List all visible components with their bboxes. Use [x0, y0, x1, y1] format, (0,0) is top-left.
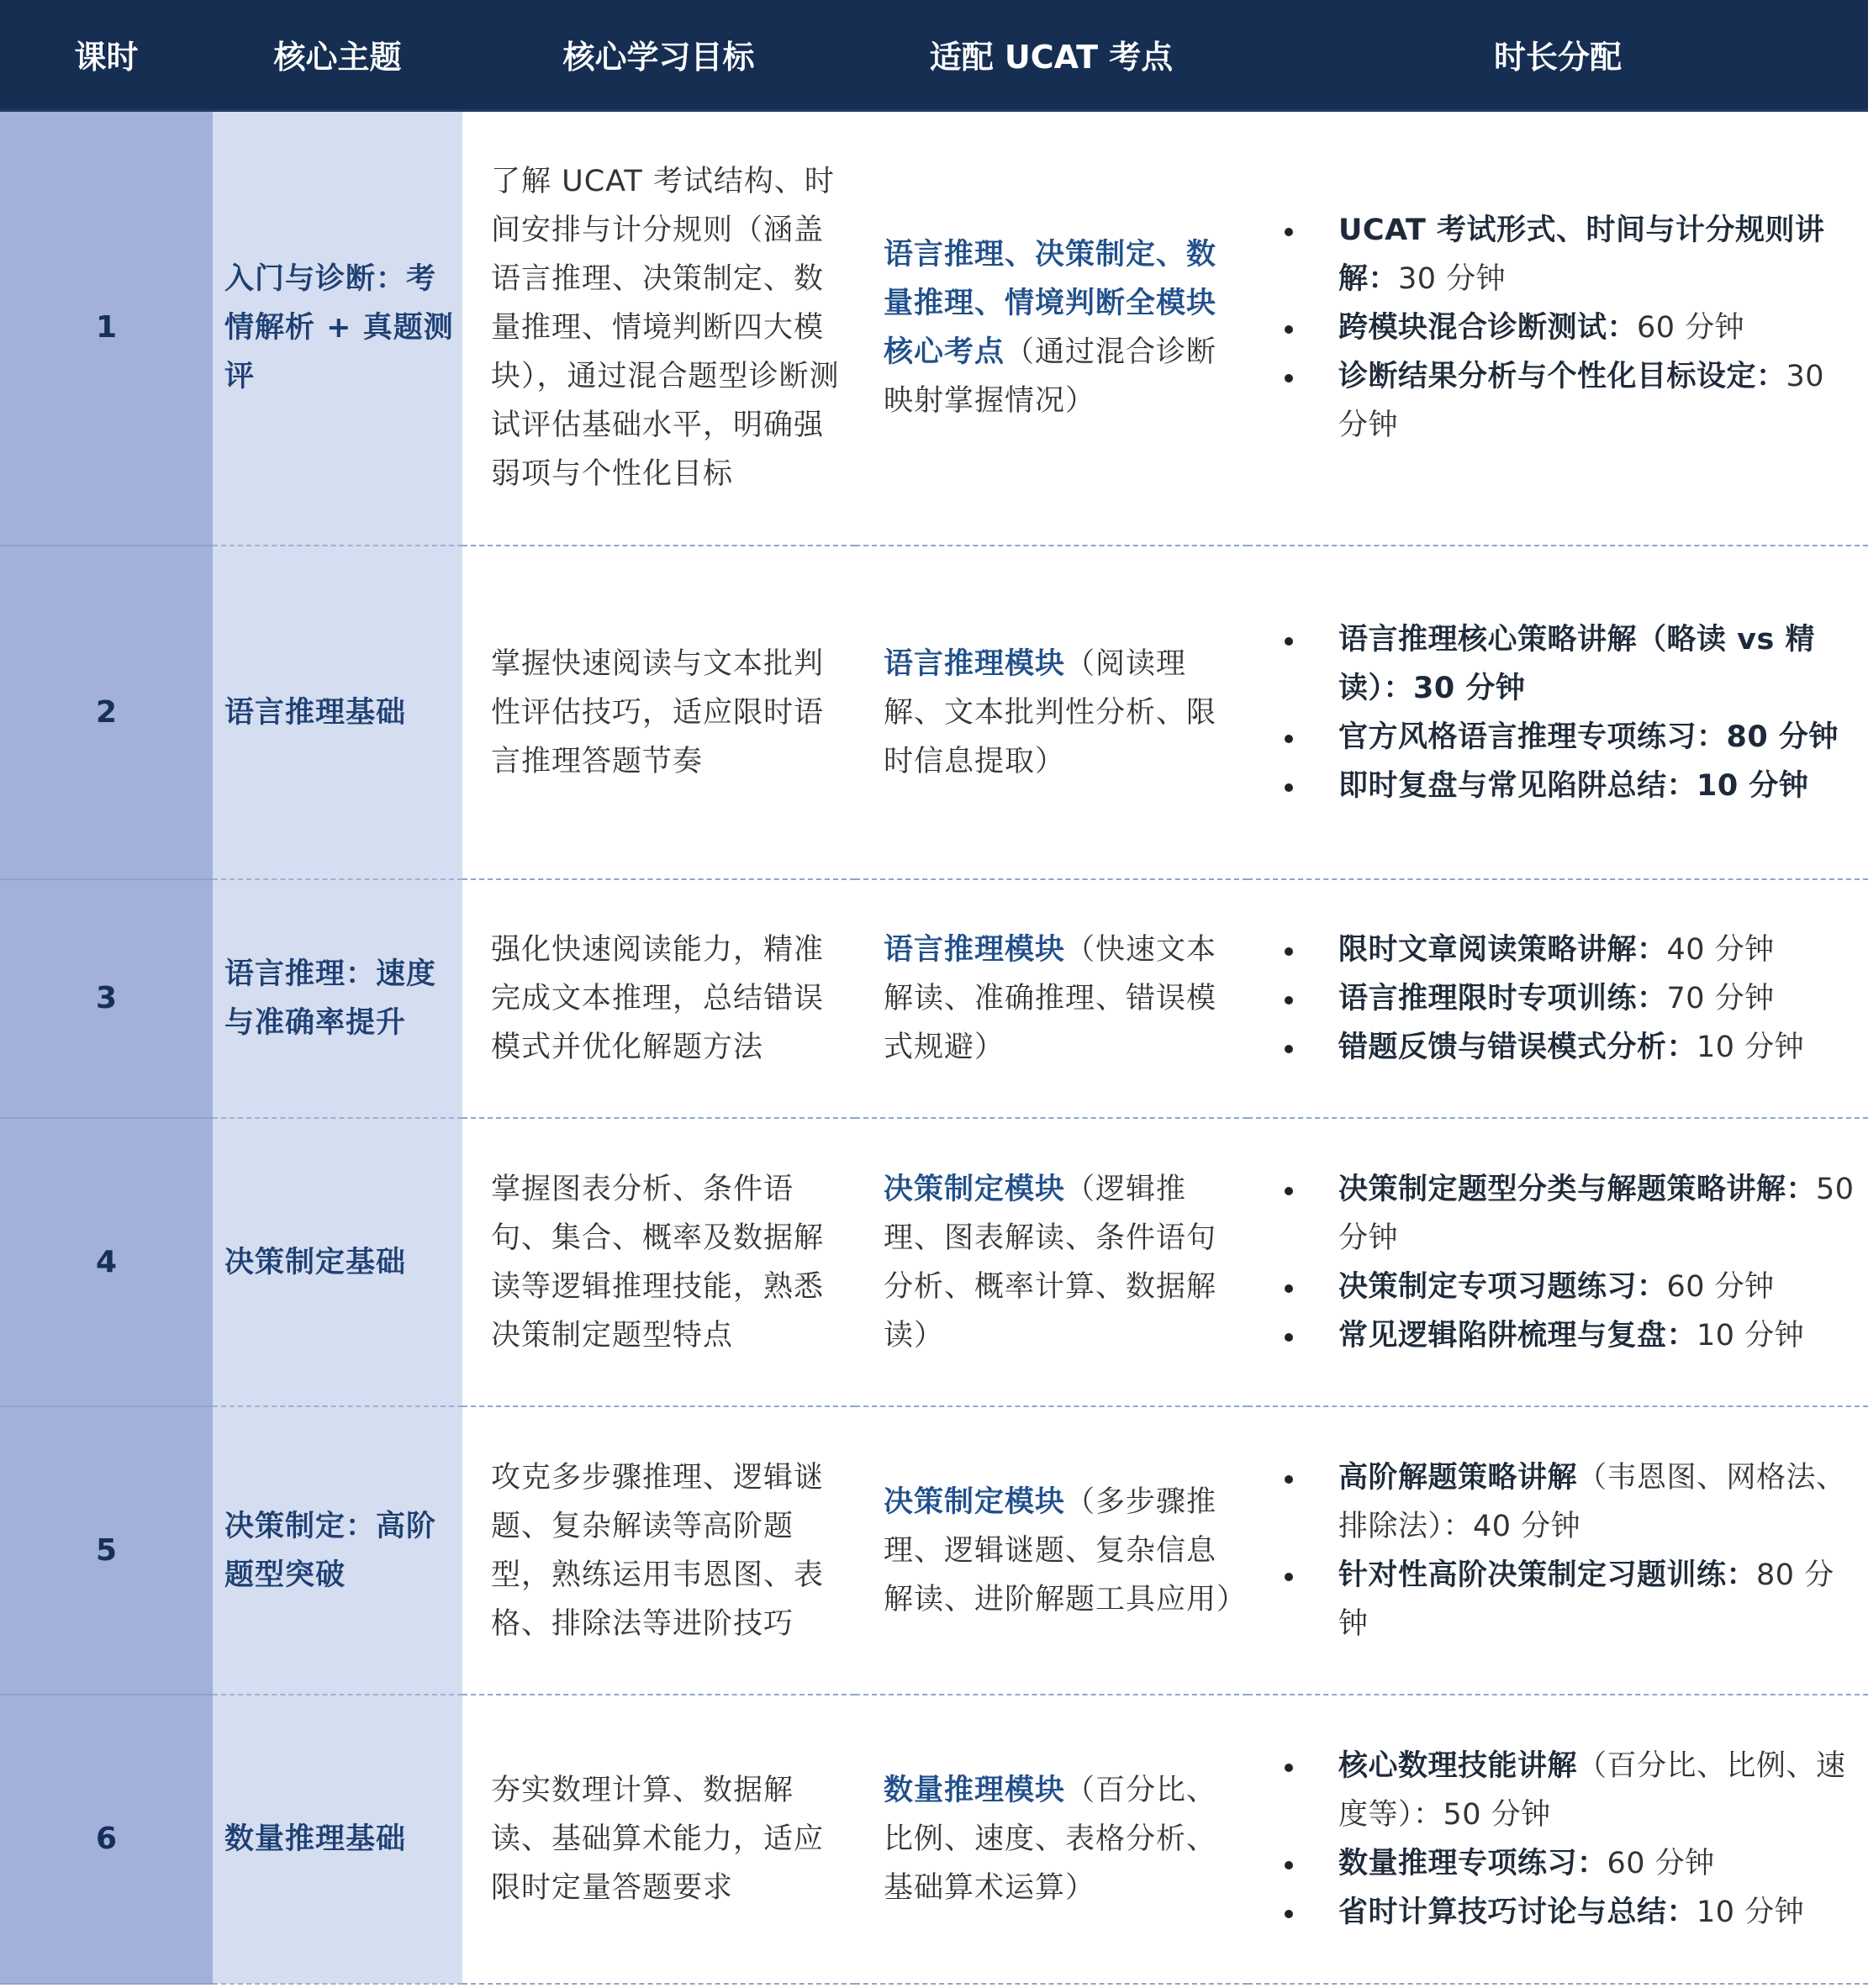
time-item-value: 60 分钟: [1607, 1847, 1715, 1880]
list-item: [1283, 1023, 1860, 1072]
list-item: [1283, 1888, 1860, 1937]
time-item-value: 10 分钟: [1697, 768, 1809, 803]
time-item-label: 语言推理限时专项训练：: [1338, 982, 1667, 1015]
ucat-point-detail: （快速文本解读、准确推理、错误模式规避）: [884, 933, 1217, 1064]
time-item-label: 官方风格语言推理专项练习：: [1338, 720, 1727, 754]
ucat-point-highlight: 决策制定模块: [884, 1172, 1066, 1206]
time-item-value: 10 分钟: [1697, 1896, 1805, 1929]
header-lesson: 课时: [0, 0, 213, 110]
time-allocation-list: [1283, 1453, 1860, 1648]
table-row: [0, 546, 1868, 879]
time-allocation-list: [1283, 1165, 1860, 1360]
ucat-point-detail: （百分比、比例、速度、表格分析、基础算术运算）: [884, 1774, 1217, 1905]
lesson-goal: 强化快速阅读能力，精准完成文本推理，总结错误模式并优化解题方法: [462, 879, 855, 1118]
time-item-value: 50 分钟: [1338, 1172, 1855, 1255]
time-item-value: 30 分钟: [1398, 262, 1507, 297]
time-item-value: 70 分钟: [1666, 982, 1775, 1015]
ucat-point-highlight: 语言推理模块: [884, 646, 1066, 681]
time-allocation-list: [1283, 615, 1860, 810]
ucat-point: [855, 546, 1248, 879]
list-item: [1283, 615, 1860, 713]
time-item-value: （百分比、比例、速度等）：50 分钟: [1338, 1749, 1846, 1832]
list-item: [1283, 1839, 1860, 1888]
list-item: [1283, 1165, 1860, 1263]
time-allocation-list: [1283, 925, 1860, 1072]
time-allocation: [1248, 879, 1868, 1118]
time-item-label: 高阶解题策略讲解: [1338, 1460, 1578, 1495]
time-item-label: 限时文章阅读策略讲解：: [1338, 933, 1667, 967]
list-item: [1283, 1453, 1860, 1551]
time-item-label: 决策制定题型分类与解题策略讲解：: [1338, 1172, 1817, 1206]
time-item-label: 决策制定专项习题练习：: [1338, 1269, 1667, 1304]
list-item: [1283, 206, 1860, 303]
table-row: [0, 1695, 1868, 1984]
ucat-point-highlight: 语言推理、决策制定、数量推理、情境判断全模块核心考点: [884, 238, 1217, 370]
lesson-number: 3: [0, 879, 213, 1118]
time-item-value: （韦恩图、网格法、排除法）：40 分钟: [1338, 1460, 1846, 1543]
lesson-number: 1: [0, 110, 213, 546]
lesson-number: 2: [0, 546, 213, 879]
lesson-goal: 夯实数理计算、数据解读、基础算术能力，适应限时定量答题要求: [462, 1695, 855, 1984]
lesson-number: 6: [0, 1695, 213, 1984]
list-item: [1283, 1263, 1860, 1311]
ucat-point: [855, 1406, 1248, 1695]
list-item: [1283, 1551, 1860, 1648]
list-item: [1283, 352, 1860, 450]
ucat-point-detail: （阅读理解、文本批判性分析、限时信息提取）: [884, 646, 1217, 778]
table-row: [0, 110, 1868, 546]
list-item: [1283, 1311, 1860, 1360]
list-item: [1283, 1742, 1860, 1839]
table-row: [0, 1118, 1868, 1406]
ucat-point-detail: （逻辑推理、图表解读、条件语句分析、概率计算、数据解读）: [884, 1172, 1217, 1353]
time-item-value: 30 分钟: [1338, 360, 1825, 443]
ucat-point-highlight: 语言推理模块: [884, 933, 1066, 967]
time-item-label: 核心数理技能讲解: [1338, 1749, 1578, 1783]
header-topic: 核心主题: [213, 0, 462, 110]
time-item-label: 即时复盘与常见陷阱总结：: [1338, 768, 1697, 803]
time-item-label: 针对性高阶决策制定习题训练：: [1338, 1558, 1757, 1592]
lesson-topic: 决策制定基础: [213, 1118, 462, 1406]
list-item: [1283, 303, 1860, 352]
ucat-point: [855, 1695, 1248, 1984]
ucat-point-detail: （多步骤推理、逻辑谜题、复杂信息解读、进阶解题工具应用）: [884, 1484, 1248, 1616]
lesson-number: 5: [0, 1406, 213, 1695]
list-item: [1283, 762, 1860, 810]
lesson-topic: 决策制定：高阶题型突破: [213, 1406, 462, 1695]
time-item-value: 10 分钟: [1697, 1318, 1805, 1353]
time-allocation: [1248, 1695, 1868, 1984]
table-row: [0, 1406, 1868, 1695]
time-item-value: 80 分钟: [1338, 1558, 1834, 1641]
time-item-label: 错题反馈与错误模式分析：: [1338, 1031, 1697, 1064]
lesson-goal: 攻克多步骤推理、逻辑谜题、复杂解读等高阶题型，熟练运用韦恩图、表格、排除法等进阶技巧: [462, 1406, 855, 1695]
time-item-label: 数量推理专项练习：: [1338, 1847, 1607, 1880]
ucat-point: [855, 110, 1248, 546]
time-allocation: [1248, 110, 1868, 546]
time-item-label: 诊断结果分析与个性化目标设定：: [1338, 360, 1786, 394]
lesson-goal: 掌握快速阅读与文本批判性评估技巧，适应限时语言推理答题节奏: [462, 546, 855, 879]
ucat-point-highlight: 数量推理模块: [884, 1774, 1066, 1807]
list-item: [1283, 713, 1860, 762]
header-goal: 核心学习目标: [462, 0, 855, 110]
time-allocation-list: [1283, 1742, 1860, 1937]
time-allocation: [1248, 1406, 1868, 1695]
list-item: [1283, 925, 1860, 974]
time-item-value: 80 分钟: [1726, 720, 1839, 754]
time-item-label: 跨模块混合诊断测试：: [1338, 311, 1638, 345]
header-ucat-point: 适配 UCAT 考点: [855, 0, 1248, 110]
time-item-value: 60 分钟: [1666, 1269, 1775, 1304]
header-time-allocation: 时长分配: [1248, 0, 1868, 110]
time-item-label: 常见逻辑陷阱梳理与复盘：: [1338, 1318, 1697, 1353]
time-item-value: 40 分钟: [1666, 933, 1775, 967]
lesson-number: 4: [0, 1118, 213, 1406]
lesson-goal: 了解 UCAT 考试结构、时间安排与计分规则（涵盖语言推理、决策制定、数量推理、情境判断四大模块），通过混合题型诊断测试评估基础水平，明确强弱项与个性化目标: [462, 110, 855, 546]
time-item-label: UCAT 考试形式、时间与计分规则讲解：: [1338, 214, 1825, 297]
ucat-point-detail: （通过混合诊断映射掌握情况）: [884, 335, 1217, 419]
header-row: [0, 0, 1868, 110]
time-item-label: 省时计算技巧讨论与总结：: [1338, 1896, 1697, 1929]
ucat-point-highlight: 决策制定模块: [884, 1484, 1066, 1519]
ucat-point: [855, 1118, 1248, 1406]
list-item: [1283, 974, 1860, 1023]
lesson-topic: 入门与诊断：考情解析 + 真题测评: [213, 110, 462, 546]
ucat-point: [855, 879, 1248, 1118]
time-allocation-list: [1283, 206, 1860, 450]
time-allocation: [1248, 546, 1868, 879]
time-item-value: 30 分钟: [1413, 671, 1526, 705]
lesson-topic: 语言推理基础: [213, 546, 462, 879]
lesson-goal: 掌握图表分析、条件语句、集合、概率及数据解读等逻辑推理技能，熟悉决策制定题型特点: [462, 1118, 855, 1406]
lesson-topic: 数量推理基础: [213, 1695, 462, 1984]
time-allocation: [1248, 1118, 1868, 1406]
table-row: [0, 879, 1868, 1118]
time-item-value: 60 分钟: [1637, 311, 1745, 345]
lesson-topic: 语言推理：速度与准确率提升: [213, 879, 462, 1118]
time-item-value: 10 分钟: [1697, 1031, 1805, 1064]
time-item-label: 语言推理核心策略讲解（略读 vs 精读）：: [1338, 622, 1816, 705]
